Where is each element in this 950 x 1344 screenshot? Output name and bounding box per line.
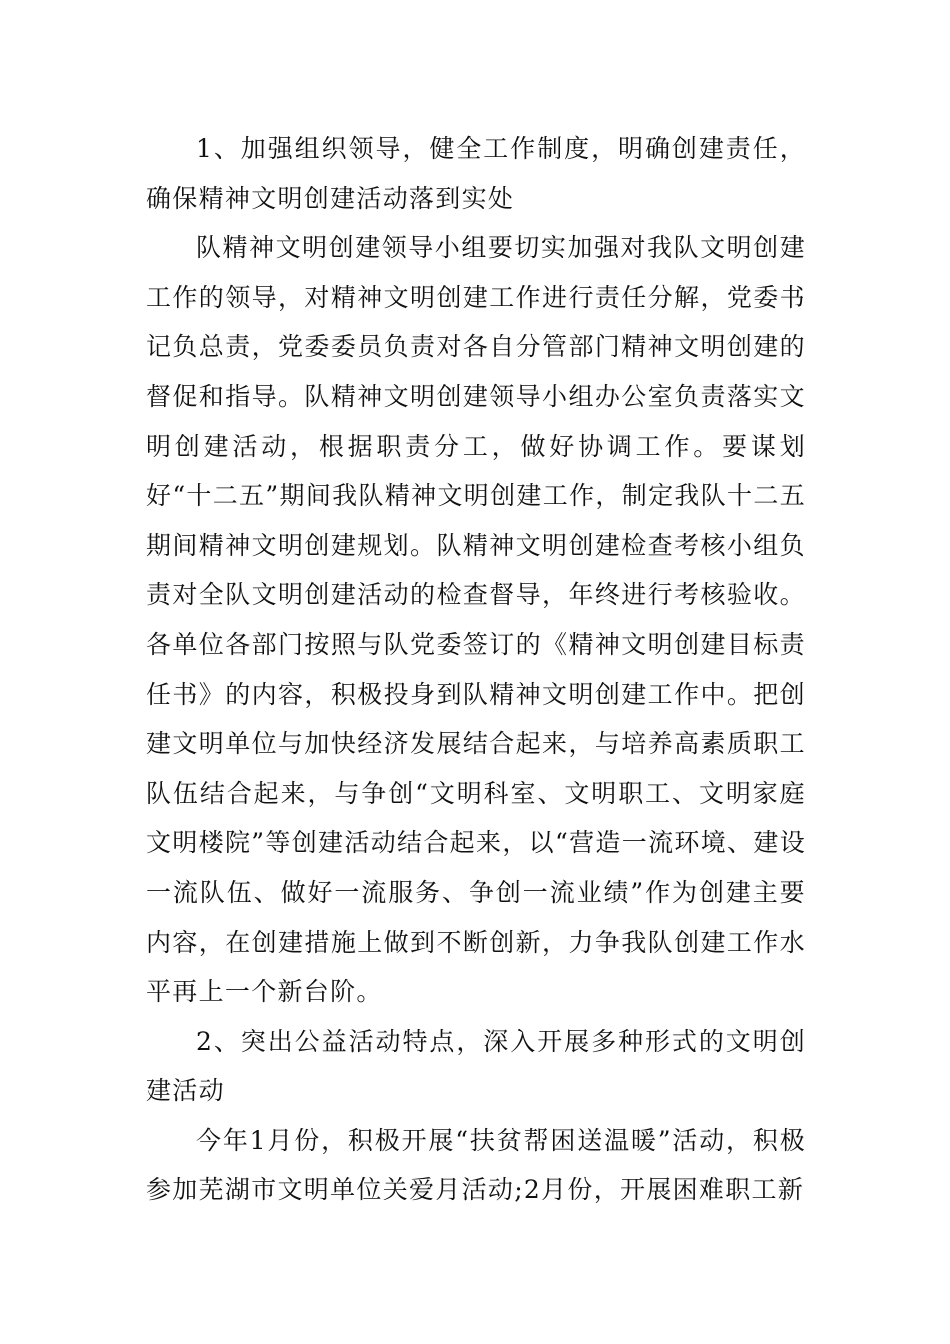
section-heading-1: 1、加强组织领导，健全工作制度，明确创建责任，确保精神文明创建活动落到实处 bbox=[146, 134, 806, 213]
document-page bbox=[146, 124, 806, 1215]
section-heading-2: 2、突出公益活动特点，深入开展多种形式的文明创建活动 bbox=[146, 1026, 806, 1106]
body-paragraph-2: 今年1月份，积极开展“扶贫帮困送温暖”活动，积极参加芜湖市文明单位关爱月活动;2月份，开展困难职工新 bbox=[146, 1125, 806, 1205]
body-paragraph-1: 队精神文明创建领导小组要切实加强对我队文明创建工作的领导，对精神文明创建工作进行责任分解，党委书记负总责，党委委员负责对各自分管部门精神文明创建的督促和指导。队精神文明创建领导小组办公室负责落实文明创建活动，根据职责分工，做好协调工作。要谋划好“十二五”期间我队精神文明创建工作，制定我队十二五期间精神文明创建规划。队精神文明创建检查考核小组负责对全队文明创建活动的检查督导，年终进行考核验收。各单位各部门按照与队党委签订的《精神文明创建目标责任书》的内容，积极投身到队精神文明创建工作中。把创建文明单位与加快经济发展结合起来，与培养高素质职工队伍结合起来，与争创“文明科室、文明职工、文明家庭文明楼院”等创建活动结合起来，以“营造一流环境、建设一流队伍、做好一流服务、争创一流业绩”作为创建主要内容，在创建措施上做到不断创新，力争我队创建工作水平再上一个新台阶。 bbox=[146, 233, 806, 1007]
